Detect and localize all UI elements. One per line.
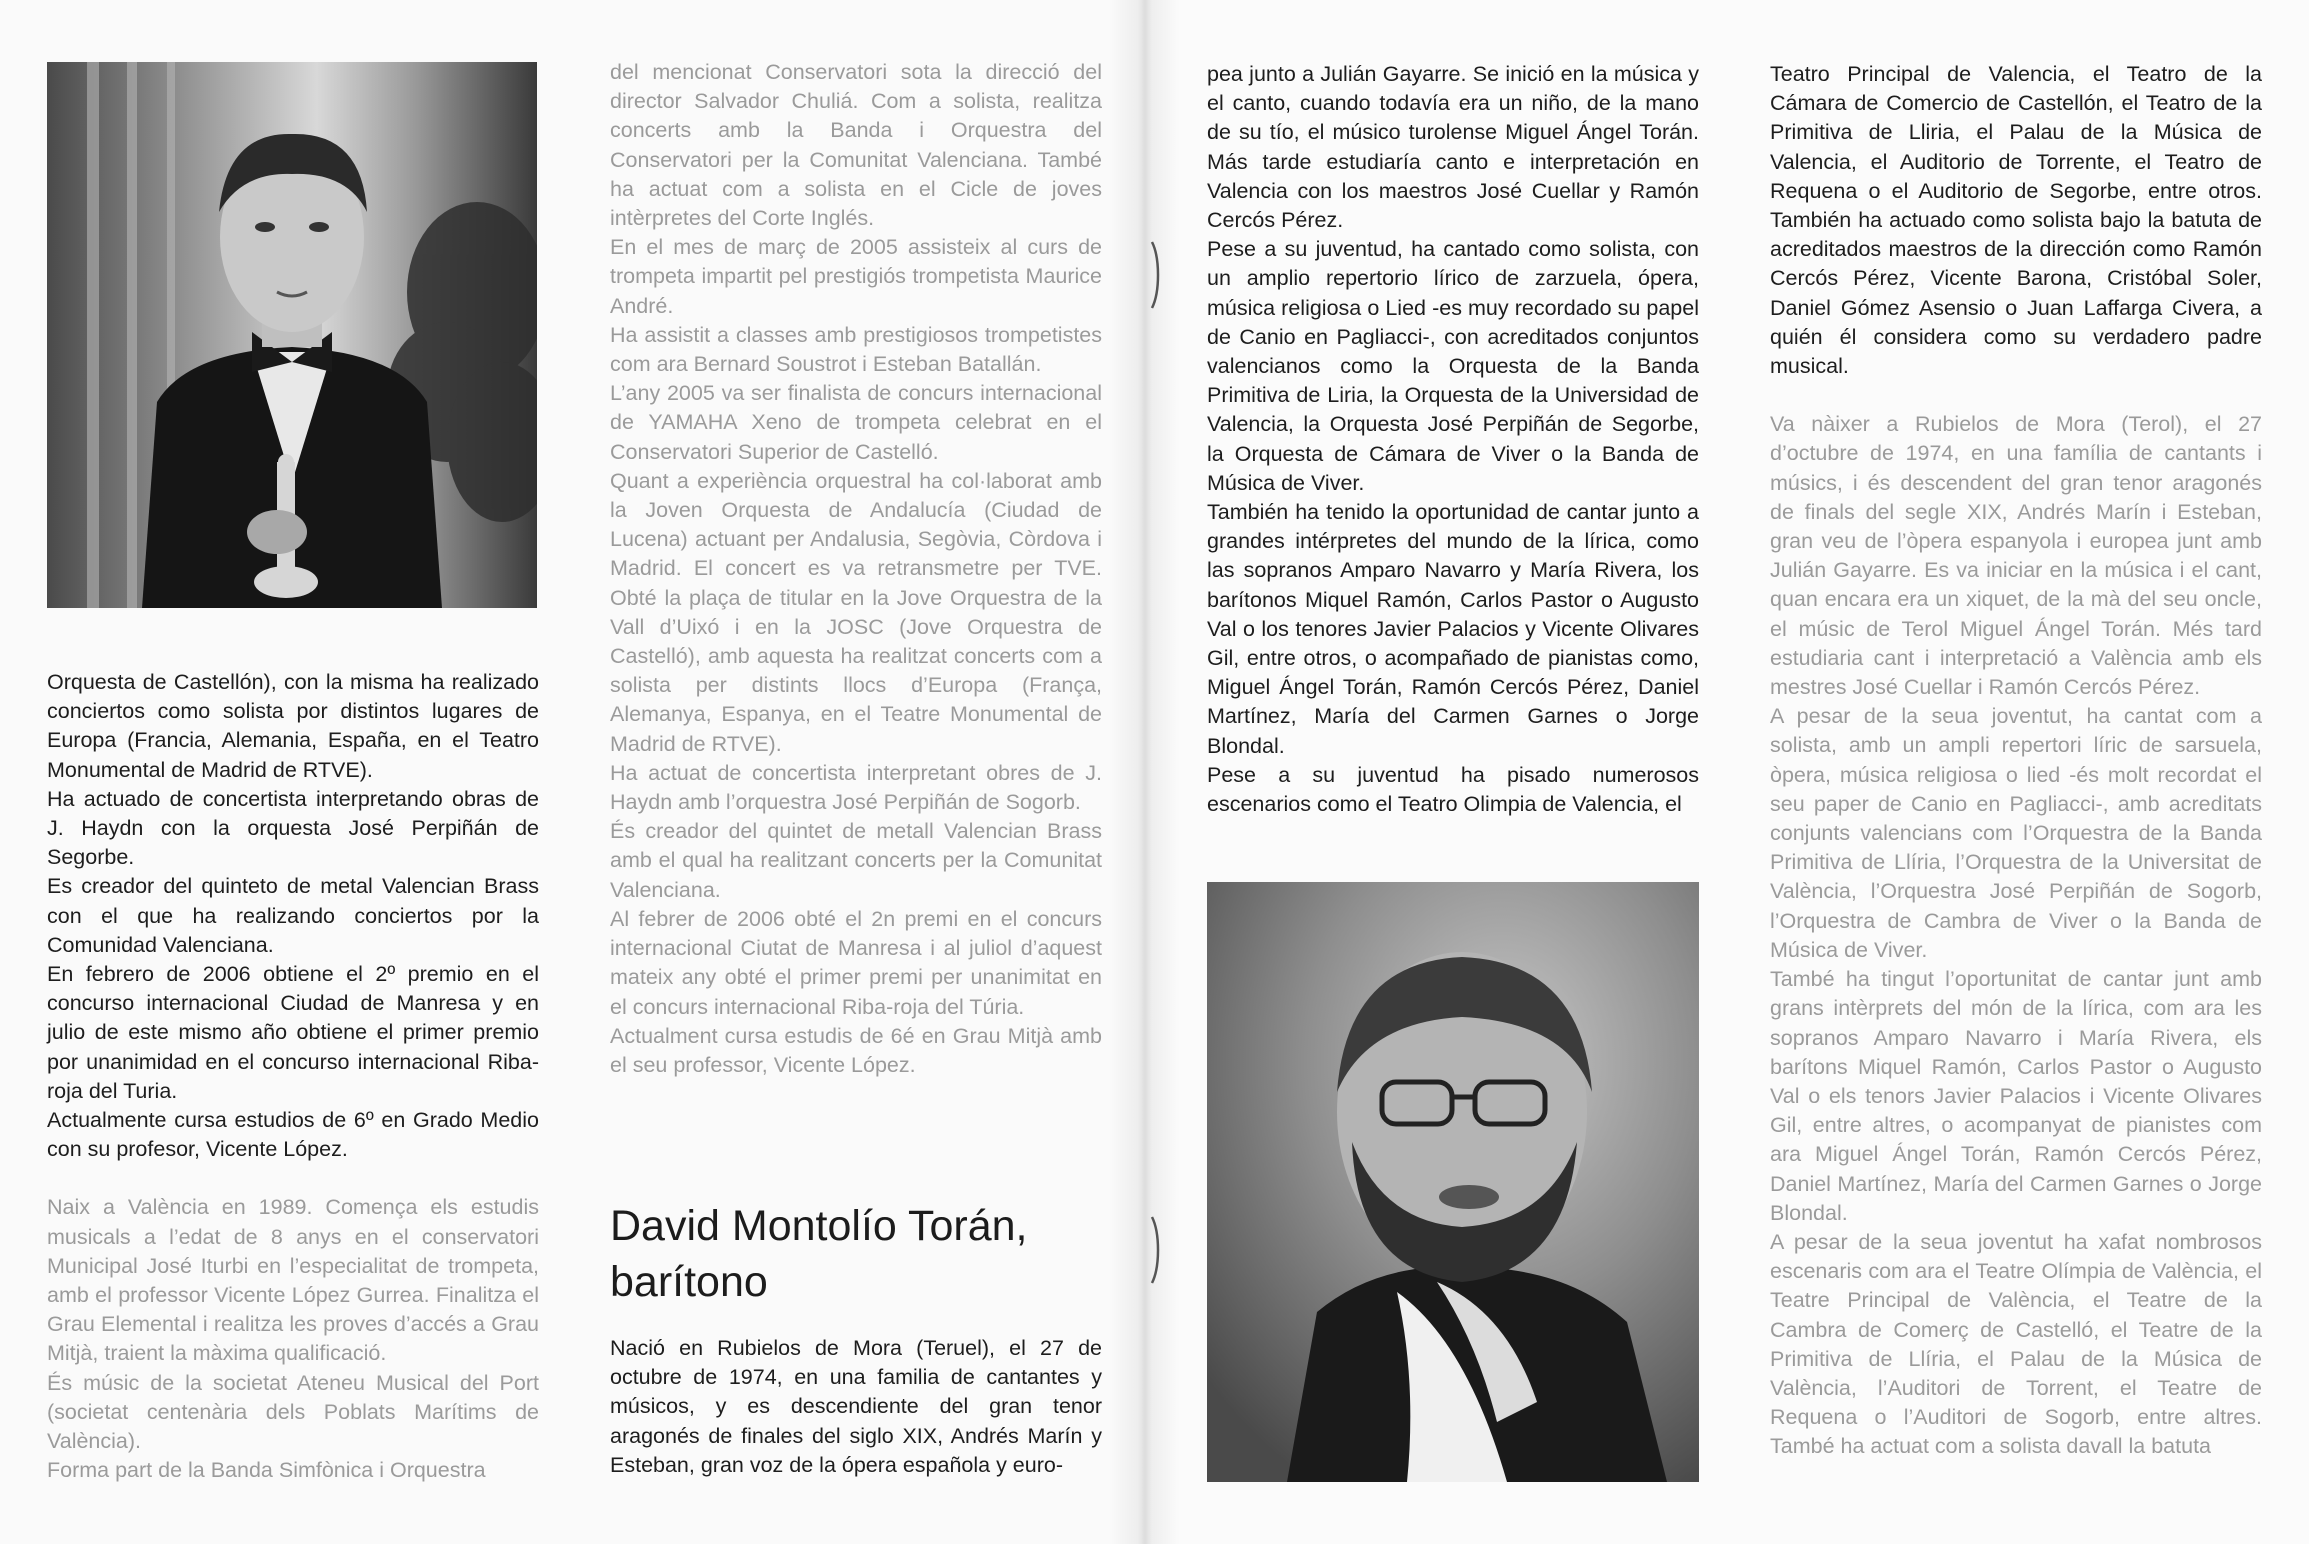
staple-icon	[1148, 1215, 1162, 1285]
paragraph: del mencionat Conservatori sota la direcció del director Salvador Chuliá. Com a solista, realitza concerts amb la Banda i Orquestra del Conservatori per la Comunitat Valenciana. També ha actuat com a solista en el Cicle de joves intèrpretes del Corte Inglés.	[610, 60, 1102, 231]
paragraph: Ha actuat de concertista interpretant obres de J. Haydn amb l’orquestra José Perpiñán de Sogorb.	[610, 760, 1102, 815]
paragraph: Naix a València en 1989. Comença els estudis musicals a l’edat de 8 anys en el conservatori Municipal José Iturbi en l’especialitat de trompeta, amb el professor Vicente López Gurrea. Finalitza el Grau Elemental i realitza les proves d’accés a Grau Mitjà, traient la màxima qualificació.	[47, 1195, 539, 1366]
paragraph: pea junto a Julián Gayarre. Se inició en la música y el canto, cuando todavía era un niño, de la mano de su tío, el músico turolense Miguel Ángel Torán. Más tarde estudiaría canto e interpretación en Valencia con los maestros José Cuellar y Ramón Cercós Pérez.	[1207, 62, 1699, 233]
column-2	[610, 58, 1102, 1080]
paragraph: Va nàixer a Rubielos de Mora (Terol), el 27 d’octubre de 1974, en una família de cantants i músics, i és descendent del gran tenor aragonés de finals del segle XIX, Andrés Marín i Esteban, gran veu de l’òpera espanyola i europea junt amb Julián Gayarre. Es va iniciar en la música i el cant, quan encara era un xiquet, de la mà del seu oncle, el músic de Terol Miguel Ángel Torán. Més tard estudiaria cant i interpretació a València amb els mestres José Cuellar i Ramón Cercós Pérez.	[1770, 412, 2262, 700]
paragraph: També ha tingut l’oportunitat de cantar junt amb grans intèrprets del món de la lírica, com ara les sopranos Amparo Navarro i María Rivera, els barítons Miquel Ramón, Carlos Pastor o Augusto Val o els tenors Javier Palacios i Vicente Olivares Gil, entre altres, o acompanyat de pianistes com ara Miguel Ángel Torán, Ramón Cercós Pérez, Daniel Martínez, María del Carmen Garnes o Jorge Blondal.	[1770, 967, 2262, 1225]
paragraph: Actualmente cursa estudios de 6º en Grado Medio con su profesor, Vicente López.	[47, 1108, 539, 1162]
paragraph: Actualment cursa estudis de 6é en Grau Mitjà amb el seu professor, Vicente López.	[610, 1023, 1102, 1077]
column-2-lower	[610, 1334, 1102, 1480]
column-1	[47, 668, 539, 1485]
paragraph: Quant a experiència orquestral ha col·laborat amb la Joven Orquesta de Andalucía (Ciudad de Lucena) actuant per Andalusia, Segòvia, Còrdova i Madrid. El concert es va retransmetre per TVE. Obté la plaça de titular en la Jove Orquestra de la Vall d’Uixó i en la JOSC (Jove Orquestra de Castelló), amb aquesta ha realitzat concerts com a solista per distints llocs d’Europa (França, Alemanya, Espanya, en el Teatre Monumental de Madrid de RTVE).	[610, 468, 1102, 756]
paragraph: A pesar de la seua joventut, ha cantat com a solista, amb un ampli repertori líric de sarsuela, òpera, música religiosa o lied -és molt recordat el seu paper de Canio en Pagliacci-, amb acreditats conjunts valencians com l’Orquestra de la Banda Primitiva de Llíria, l’Orquestra de la Universitat de València, l’Orquestra José Perpiñán de Sogorb, l’Orquestra de Cambra de Viver o la Banda de Música de Viver.	[1770, 704, 2262, 962]
paragraph: Orquesta de Castellón), con la misma ha realizado conciertos como solista por distintos lugares de Europa (Francia, Alemania, España, en el Teatro Monumental de Madrid de RTVE).	[47, 670, 539, 782]
paragraph: Teatro Principal de Valencia, el Teatro de la Cámara de Comercio de Castellón, el Teatro de la Primitiva de Lliria, el Palau de la Música de Valencia, el Auditorio de Torrente, el Teatro de Requena o el Auditorio de Segorbe, entre otros. También ha actuado como solista bajo la batuta de acreditados maestros de la dirección como Ramón Cercós Pérez, Vicente Barona, Cristóbal Soler, Daniel Gómez Asensio o Juan Laffarga Civera, a quién él considera como su verdadero padre musical.	[1770, 62, 2262, 379]
paragraph: Pese a su juventud ha pisado numerosos escenarios como el Teatro Olimpia de Valencia, el	[1207, 762, 1699, 817]
paragraph: En el mes de març de 2005 assisteix al curs de trompeta impartit pel prestigiós trompetista Maurice André.	[610, 235, 1102, 318]
paragraph: Al febrer de 2006 obté el 2n premi en el concurs internacional Ciutat de Manresa i al juliol d’aquest mateix any obté el primer premi per unanimitat en el concurs internacional Riba-roja del Túria.	[610, 906, 1102, 1019]
heading-line-1: David Montolío Torán,	[610, 1202, 1028, 1250]
paragraph: Forma part de la Banda Simfònica i Orquestra	[47, 1458, 486, 1483]
page-gutter	[1110, 0, 1180, 1544]
paragraph: Ha actuado de concertista interpretando obras de J. Haydn con la orquesta José Perpiñán de Segorbe.	[47, 786, 539, 870]
paragraph: Ha assistit a classes amb prestigiosos trompetistes com ara Bernard Soustrot i Esteban Batallán.	[610, 322, 1102, 377]
staple-icon	[1148, 240, 1162, 310]
paragraph: És creador del quintet de metall Valencian Brass amb el qual ha realitzant concerts per la Comunitat Valenciana.	[610, 819, 1102, 902]
paragraph: L’any 2005 va ser finalista de concurs internacional de YAMAHA Xeno de trompeta celebrat en el Conservatori Superior de Castelló.	[610, 381, 1102, 464]
paragraph: En febrero de 2006 obtiene el 2º premio en el concurso internacional Ciudad de Manresa y en julio de este mismo año obtiene el primer premio por unanimidad en el concurso internacional Riba-roja del Turia.	[47, 962, 539, 1103]
column-3	[1207, 60, 1699, 819]
section-heading	[610, 1198, 1110, 1310]
paragraph: También ha tenido la oportunidad de cantar junto a grandes intérpretes del mundo de la lírica, como las sopranos Amparo Navarro y María Rivera, los barítonos Miquel Ramón, Carlos Pastor o Augusto Val o los tenores Javier Palacios y Vicente Olivares Gil, entre otros, o acompañado de pianistas como, Miguel Ángel Torán, Ramón Cercós Pérez, Daniel Martínez, María del Carmen Garnes o Jorge Blondal.	[1207, 500, 1699, 758]
baritone-photo	[1207, 882, 1699, 1482]
heading-line-2: barítono	[610, 1258, 768, 1306]
paragraph: A pesar de la seua joventut ha xafat nombrosos escenaris com ara el Teatre Olímpia de València, el Teatre Principal de València, el Teatre de la Cambra de Comerç de Castelló, el Teatre de la Primitiva de Llíria, el Palau de la Música de València, l’Auditori de Torrent, el Teatre de Requena o l’Auditori de Sogorb, entre altres. També ha actuat com a solista davall la batuta	[1770, 1229, 2262, 1459]
column-4	[1770, 60, 2262, 1462]
paragraph: Nació en Rubielos de Mora (Teruel), el 27 de octubre de 1974, en una familia de cantantes y músicos, y es descendiente del gran tenor aragonés de finales del siglo XIX, Andrés Marín y Esteban, gran voz de la ópera española y euro-	[610, 1336, 1102, 1477]
paragraph: Pese a su juventud, ha cantado como solista, con un amplio repertorio lírico de zarzuela, ópera, música religiosa o Lied -es muy recordado su papel de Canio en Pagliacci-, con acreditados conjuntos valencianos como la Orquesta de la Banda Primitiva de Liria, la Orquesta de la Universidad de Valencia, la Orquesta José Perpiñán de Segorbe, la Orquesta de Cámara de Viver o la Banda de Música de Viver.	[1207, 237, 1699, 495]
trumpeter-photo	[47, 62, 537, 608]
paragraph: És músic de la societat Ateneu Musical del Port (societat centenària dels Poblats Marítims de València).	[47, 1370, 539, 1454]
paragraph: Es creador del quinteto de metal Valencian Brass con el que ha realizando conciertos por la Comunidad Valenciana.	[47, 874, 539, 957]
